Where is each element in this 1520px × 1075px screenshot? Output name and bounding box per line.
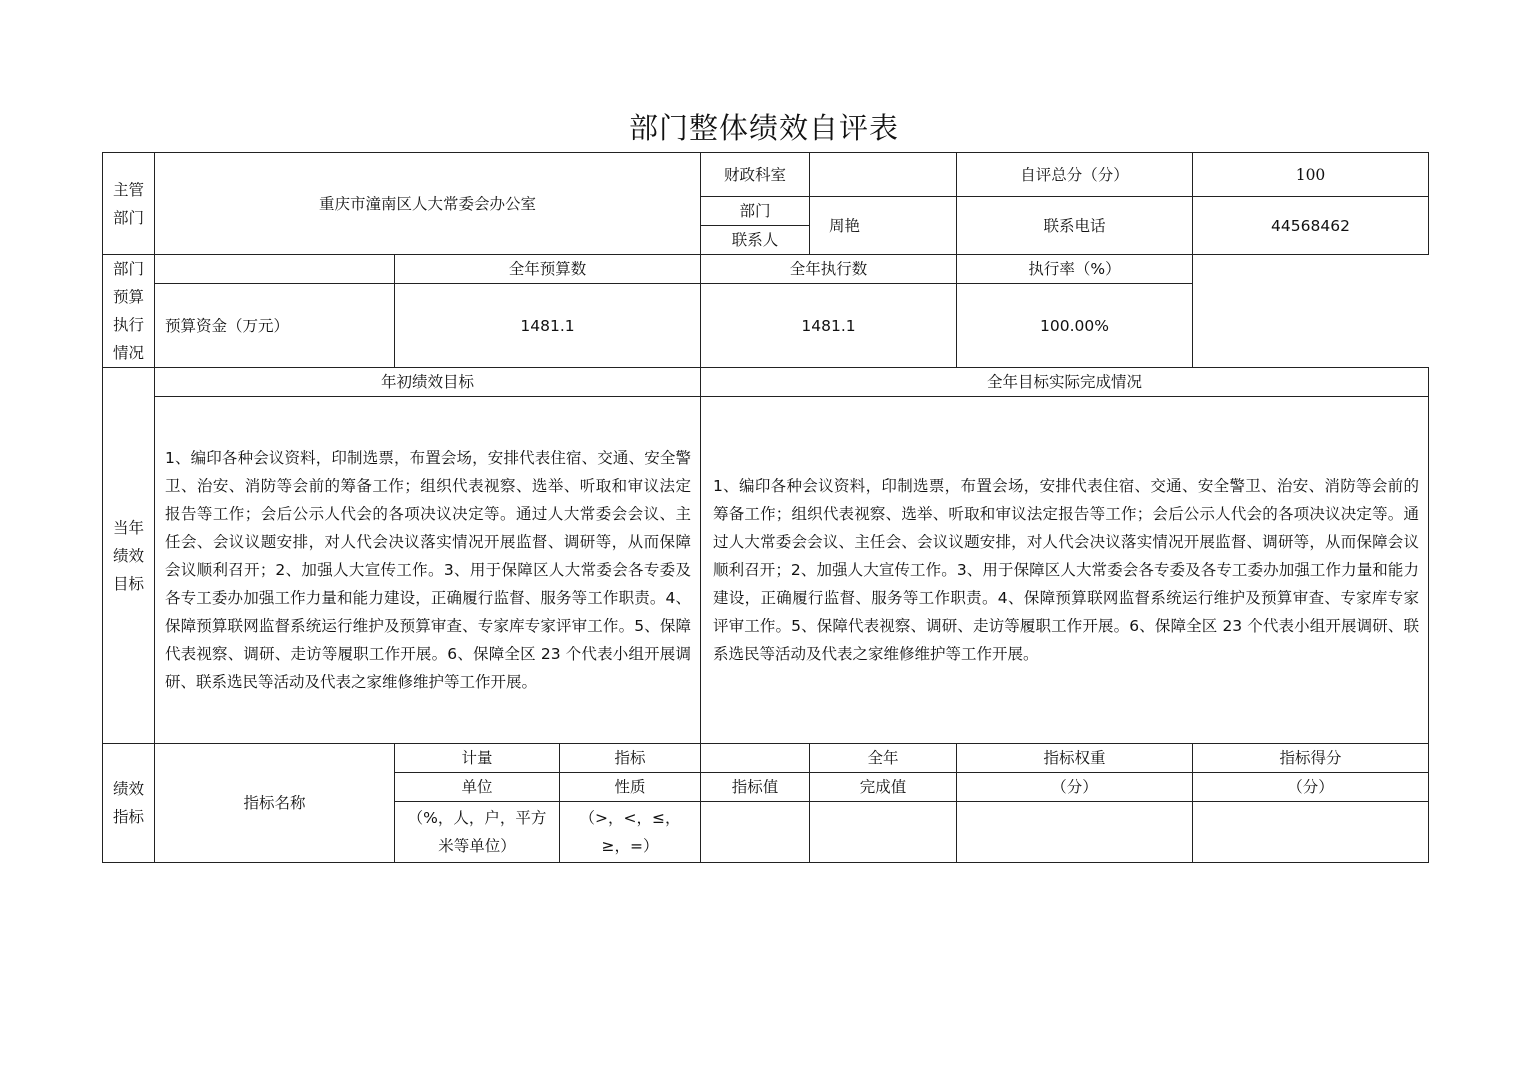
budget-corner-cell [155,255,395,284]
col-executed-header: 全年执行数 [701,255,957,284]
finance-label: 财政科室 [701,153,810,197]
budget-label-3: 执行 [112,316,144,334]
dept-label-line2: 部门 [112,208,144,227]
col-weight-line1: 指标权重 [957,744,1193,773]
score-value: 100 [1193,153,1429,197]
goals-label-1: 当年 [112,518,144,537]
initial-goals-text: 1、编印各种会议资料，印制选票，布置会场，安排代表住宿、交通、安全警卫、治安、消防等会前的筹备工作；组织代表视察、选举、听取和审议法定报告等工作；会后公示人代会的各项决议决定等。通过人大常委会会议、主任会、会议议题安排，对人代会决议落实情况开展监督、调研等，从而保障会议顺利召开；2、加强人大宣传工作。3、用于保障区人大常委会各专委及各专工委办加强工作力量和能力建设，正确履行监督、服务等工作职责。4、保障预算联网监督系统运行维护及预算审查、专家库专家评审工作。5、保障代表视察、调研、走访等履职工作开展。6、保障全区 23 个代表小组开展调研、联系选民等活动及代表之家维修维护等工作开展。 [155,397,701,744]
value-blank-cell [701,802,810,863]
col-value-top [701,744,810,773]
unit-desc-line2: 米等单位） [438,837,516,855]
dept-label-line1: 主管 [112,180,144,199]
unit-desc-line1: （%，人，户，平方 [407,809,547,827]
indicators-label-2: 指标 [112,808,144,826]
indicators-section-label [103,744,155,863]
score-blank-cell [1193,802,1429,863]
col-done-line2: 完成值 [810,773,957,802]
nature-desc-line2: ≥，=） [601,837,659,855]
col-indicator-name: 指标名称 [155,744,395,863]
nature-desc-line1: （>，<，≤， [579,809,681,827]
col-nature-line1: 指标 [560,744,701,773]
weight-blank-cell [957,802,1193,863]
col-rate-header: 执行率（%） [957,255,1193,284]
contact-label-line1: 部门 [701,197,810,226]
phone-value: 44568462 [1193,197,1429,255]
col-weight-line2: （分） [957,773,1193,802]
dept-label-cell [103,153,155,255]
goals-label-3: 目标 [112,574,144,593]
col-unit-desc [395,802,560,863]
phone-label: 联系电话 [957,197,1193,255]
actual-goals-text: 1、编印各种会议资料，印制选票，布置会场，安排代表住宿、交通、安全警卫、治安、消防等会前的筹备工作；组织代表视察、选举、听取和审议法定报告等工作；会后公示人代会的各项决议决定等。通过人大常委会会议、主任会、会议议题安排，对人代会决议落实情况开展监督、调研等，从而保障会议顺利召开；2、加强人大宣传工作。3、用于保障区人大常委会各专委及各专工委办加强工作力量和能力建设，正确履行监督、服务等工作职责。4、保障预算联网监督系统运行维护及预算审查、专家库专家评审工作。5、保障代表视察、调研、走访等履职工作开展。6、保障全区 23 个代表小组开展调研、联系选民等活动及代表之家维修维护等工作开展。 [701,397,1429,744]
indicators-label-1: 绩效 [112,780,144,798]
page-title: 部门整体绩效自评表 [628,111,899,145]
col-unit-line2: 单位 [395,773,560,802]
budget-value: 1481.1 [395,284,701,368]
col-unit-line1: 计量 [395,744,560,773]
rate-value: 100.00% [957,284,1193,368]
col-nature-desc [560,802,701,863]
col-score-line1: 指标得分 [1193,744,1429,773]
finance-value [810,153,957,197]
col-initial-goals-header: 年初绩效目标 [155,368,701,397]
budget-label-4: 情况 [112,344,144,362]
contact-name: 周艳 [810,197,957,255]
col-done-line1: 全年 [810,744,957,773]
evaluation-form [102,152,1429,863]
score-label: 自评总分（分） [957,153,1193,197]
budget-label-2: 预算 [112,288,144,306]
goals-section-label [103,368,155,744]
budget-label-1: 部门 [112,260,144,278]
done-blank-cell [810,802,957,863]
contact-label-line2: 联系人 [701,226,810,255]
col-budget-header: 全年预算数 [395,255,701,284]
col-actual-goals-header: 全年目标实际完成情况 [701,368,1429,397]
goals-label-2: 绩效 [112,546,144,565]
budget-row-label: 预算资金（万元） [155,284,395,368]
executed-value: 1481.1 [701,284,957,368]
col-score-line2: （分） [1193,773,1429,802]
dept-name: 重庆市潼南区人大常委会办公室 [155,153,701,255]
col-value: 指标值 [701,773,810,802]
budget-section-label [103,255,155,368]
col-nature-line2: 性质 [560,773,701,802]
